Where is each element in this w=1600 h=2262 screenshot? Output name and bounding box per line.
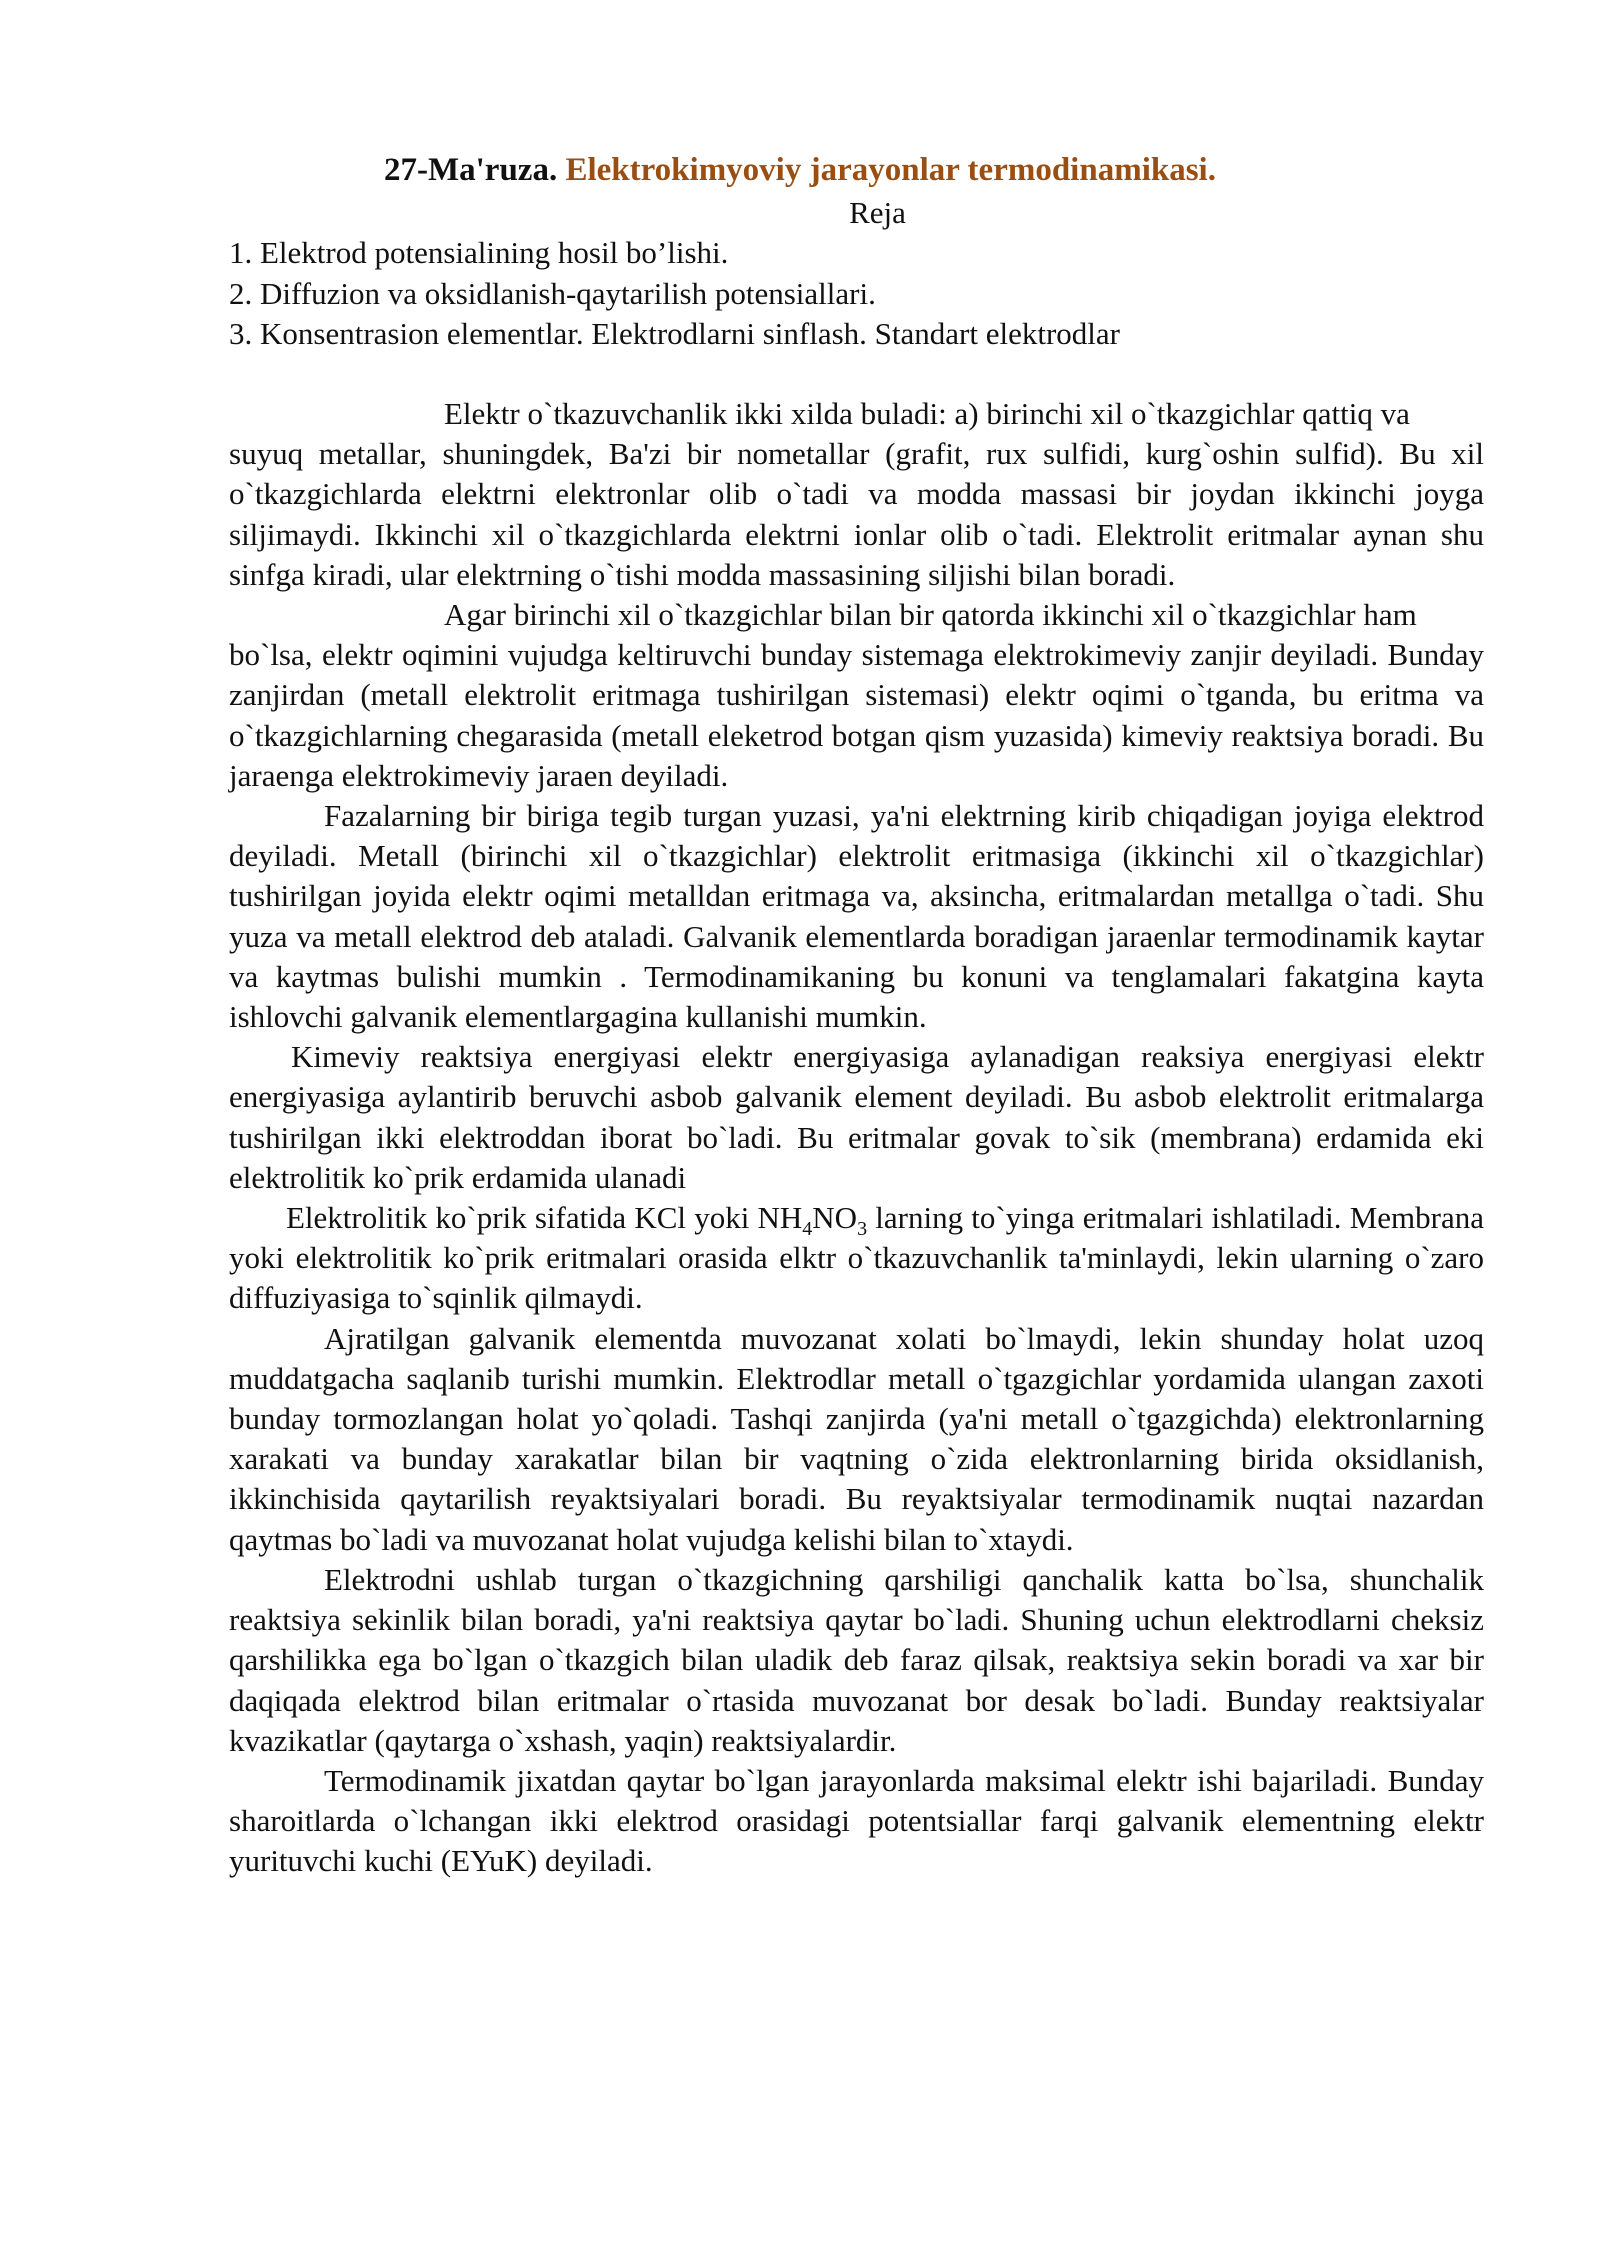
plan-item: 3. Konsentrasion elementlar. Elektrodlarni sinflash. Standart elektrodlar [229, 316, 1120, 351]
lecture-heading [0, 150, 1600, 190]
paragraph-5 [229, 1198, 1484, 1319]
plan-item: 2. Diffuzion va oksidlanish-qaytarilish potensiallari. [229, 275, 876, 311]
paragraph-6: Ajratilgan galvanik elementda muvozanat xolati bo`lmaydi, lekin shunday holat uzoq muddatgacha saqlanib turishi mumkin. Elektrodlar metall o`tgazgichlar yordamida ulangan zaxoti bunday tormozlangan holat yo`qoladi. Tashqi zanjirda (ya'ni metall o`tgazgichda) elektronlarning xarakati va bunday xarakatlar bilan bir vaqtning o`zida elektronlarning birida oksidlanish, ikkinchisida qaytarilish reyaktsiyalari boradi. Bu reyaktsiyalar termodinamik nuqtai nazardan qaytmas bo`ladi va muvozanat holat vujudga kelishi bilan to`xtaydi. [229, 1320, 1484, 1557]
paragraph-3: Fazalarning bir biriga tegib turgan yuzasi, ya'ni elektrning kirib chiqadigan joyiga elektrod deyiladi. Metall (birinchi xil o`tkazgichlar) elektrolit eritmasiga (ikkinchi xil o`tkazgichlar) tushirilgan joyida elektr oqimi metalldan eritmaga va, aksincha, eritmalardan metallga o`tadi. Shu yuza va metall elektrod deb ataladi. Galvanik elementlarda boradigan jaraenlar termodinamik kaytar va kaytmas bulishi mumkin . Termodinamikaning bu konuni va tenglamalari fakatgina kayta ishlovchi galvanik elementlargagina kullanishi mumkin. [229, 798, 1484, 1035]
lecture-title: Elektrokimyoviy jarayonlar termodinamikasi. [565, 152, 1216, 188]
paragraph-1-first-line: Elektr o`tkazuvchanlik ikki xilda buladi: a) birinchi xil o`tkazgichlar qattiq va [444, 396, 1410, 431]
plan-list [229, 233, 1120, 355]
paragraph-1: suyuq metallar, shuningdek, Ba'zi bir nometallar (grafit, rux sulfidi, kurg`oshin sulfid). Bu xil o`tkazgichlarda elektrni elektronlar olib o`tadi va modda massasi bir joydan ikkinchi joyga siljimaydi. Ikkinchi xil o`tkazgichlarda elektrni ionlar olib o`tadi. Elektrolit eritmalar aynan shu sinfga kiradi, ular elektrning o`tishi modda massasining siljishi bilan boradi. [229, 436, 1484, 592]
paragraph-5-part-c: larning to`yinga eritmalari ishlatiladi. Membrana yoki elektrolitik ko`prik eritmalari orasida elktr o`tkazuvchanlik ta'minlaydi, lekin ularning o`zaro diffuziyasiga to`sqinlik qilmaydi. [229, 1200, 1484, 1316]
paragraph-5-part-a: Elektrolitik ko`prik sifatida KCl yoki NH [286, 1200, 803, 1236]
lecture-body [229, 394, 1484, 1882]
plan-item: 1. Elektrod potensialining hosil bo’lishi. [229, 235, 729, 270]
plan-heading: Reja [849, 195, 906, 230]
paragraph-5-part-b: NO [812, 1200, 858, 1236]
lecture-number: 27-Ma'ruza. [384, 152, 558, 188]
paragraph-2: bo`lsa, elektr oqimini vujudga keltiruvchi bunday sistemaga elektrokimeviy zanjir deyiladi. Bunday zanjirdan (metall elektrolit eritmaga tushirilgan sistemasi) elektr oqimi o`tganda, bu eritma va o`tkazgichlarning chegarasida (metall eleketrod botgan qism yuzasida) kimeviy reaktsiya boradi. Bu jaraenga elektrokimeviy jaraen deyiladi. [229, 637, 1484, 793]
formula-subscript: 3 [857, 1218, 868, 1241]
formula-subscript: 4 [802, 1218, 813, 1241]
paragraph-7: Elektrodni ushlab turgan o`tkazgichning qarshiligi qanchalik katta bo`lsa, shunchalik reaktsiya sekinlik bilan boradi, ya'ni reaktsiya qaytar bo`ladi. Shuning uchun elektrodlarni cheksiz qarshilikka ega bo`lgan o`tkazgich bilan uladik deb faraz qilsak, reaktsiya sekin boradi va xar bir daqiqada elektrod bilan eritmalar o`rtasida muvozanat bor desak bo`ladi. Bunday reaktsiyalar kvazikatlar (qaytarga o`xshash, yaqin) reaktsiyalardir. [229, 1561, 1484, 1758]
paragraph-2-first-line: Agar birinchi xil o`tkazgichlar bilan bir qatorda ikkinchi xil o`tkazgichlar ham [444, 597, 1417, 633]
paragraph-8: Termodinamik jixatdan qaytar bo`lgan jarayonlarda maksimal elektr ishi bajariladi. Bunday sharoitlarda o`lchangan ikki elektrod orasidagi potentsiallar farqi galvanik elementning elektr yurituvchi kuchi (EYuK) deyiladi. [229, 1762, 1484, 1879]
paragraph-4: Kimeviy reaktsiya energiyasi elektr energiyasiga aylanadigan reaksiya energiyasi elektr energiyasiga aylantirib beruvchi asbob galvanik element deyiladi. Bu asbob elektrolit eritmalarga tushirilgan ikki elektroddan iborat bo`ladi. Bu eritmalar govak to`sik (membrana) erdamida eki elektrolitik ko`prik erdamida ulanadi [229, 1039, 1484, 1195]
